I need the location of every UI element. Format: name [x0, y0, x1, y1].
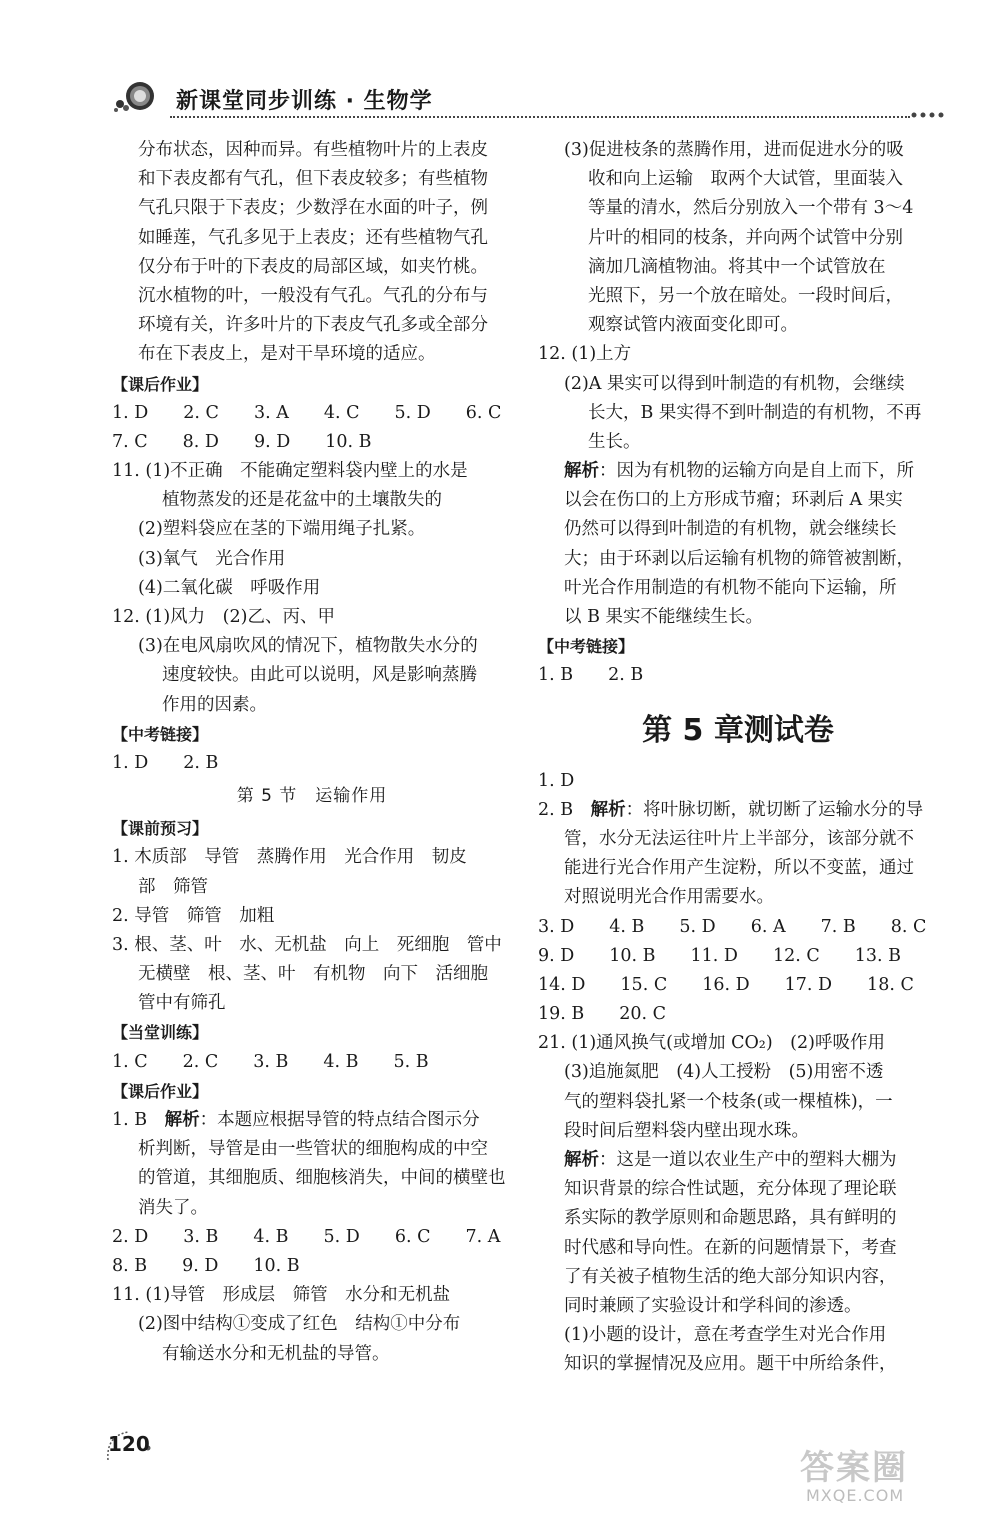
explanation-line: 仍然可以得到叶制造的有机物，就会继续长 [564, 519, 897, 540]
question-line: 等量的清水，然后分别放入一个带有 3～4 [588, 198, 914, 219]
explanation-line: 叶光合作用制造的有机物不能向下运输，所 [564, 577, 897, 598]
header-rule [170, 116, 910, 118]
page-number: 120 [108, 1432, 150, 1456]
text-line: 环境有关，许多叶片的下表皮气孔多或全部分 [138, 315, 488, 336]
explanation-label: 解析 [590, 799, 626, 820]
question-line: 21. (1)通风换气(或增加 CO₂) (2)呼吸作用 [538, 1033, 885, 1054]
text-line: 和下表皮都有气孔，但下表皮较多；有些植物 [138, 169, 488, 190]
question-line: 光照下，另一个放在暗处。一段时间后， [588, 285, 903, 306]
explanation-line: 同时兼顾了实验设计和学科间的渗透。 [564, 1295, 862, 1316]
question-line: 气的塑料袋扎紧一个枝条(或一棵植株)，一 [564, 1091, 893, 1112]
question-line: 植物蒸发的还是花盆中的土壤散失的 [162, 490, 442, 511]
text-line: 仅分布于叶的下表皮的局部区域，如夹竹桃。 [138, 256, 488, 277]
answer-number: 1. B [112, 1110, 165, 1130]
explanation-line [538, 457, 938, 486]
question-line: 12. (1)风力 (2)乙、丙、甲 [112, 607, 335, 627]
question-line: 12. (1)上方 [538, 344, 632, 365]
answer-line: 无横壁 根、茎、叶 有机物 向下 活细胞 [138, 964, 488, 985]
section-heading: 【中考链接】 [112, 724, 209, 744]
question-line: 长大，B 果实得不到叶制造的有机物，不再 [588, 402, 922, 423]
answer-line: 部 筛管 [138, 876, 208, 897]
section-heading: 【课后作业】 [112, 1081, 209, 1101]
watermark-url: MXQE.COM [806, 1486, 905, 1505]
book-title: 新课堂同步训练 · 生物学 [176, 89, 433, 114]
answer-row: 9. D 10. B 11. D 12. C 13. B [538, 945, 902, 966]
answer-line: 3. 根、茎、叶 水、无机盐 向上 死细胞 管中 [112, 934, 502, 955]
question-line: 段时间后塑料袋内壁出现水珠。 [564, 1120, 809, 1141]
question-line: 片叶的相同的枝条，并向两个试管中分别 [588, 227, 903, 248]
question-line: 11. (1)导管 形成层 筛管 水分和无机盐 [112, 1285, 451, 1306]
explanation-text: ：本题应根据导管的特点结合图示分 [199, 1110, 480, 1130]
section-heading: 【中考链接】 [538, 637, 635, 657]
question-line: (3)促进枝条的蒸腾作用，进而促进水分的吸 [564, 140, 904, 160]
section-heading: 【课前预习】 [112, 819, 209, 839]
answer-number: 2. B [538, 799, 591, 820]
page-number-badge [104, 1426, 152, 1466]
explanation-label: 解析 [564, 461, 599, 482]
explanation-line: 以 B 果实不能继续生长。 [564, 607, 763, 627]
explanation-line: 时代感和导向性。在新的问题情景下，考查 [564, 1237, 897, 1258]
explanation-line: 知识的掌握情况及应用。题干中所给条件， [564, 1354, 897, 1375]
explanation-line: 析判断，导管是由一些管状的细胞构成的中空 [138, 1139, 488, 1160]
explanation-line: 的管道，其细胞质、细胞核消失，中间的横壁也 [138, 1168, 506, 1189]
explanation-line: 了有关被子植物生活的绝大部分知识内容， [564, 1266, 897, 1287]
watermark-logo-text: 答案圈 [800, 1448, 908, 1488]
question-line: (3)氧气 光合作用 [138, 548, 286, 569]
text-line: 如睡莲，气孔多见于上表皮；还有些植物气孔 [138, 227, 488, 248]
text-line: 分布状态，因种而异。有些植物叶片的上表皮 [138, 140, 488, 160]
site-watermark [800, 1440, 980, 1510]
explanation-line [112, 1106, 512, 1135]
explanation-line: 知识背景的综合性试题，充分体现了理论联 [564, 1179, 897, 1200]
answer-row: 8. B 9. D 10. B [112, 1255, 300, 1276]
header-dots-ornament [910, 110, 950, 120]
explanation-line: 管，水分无法运往叶片上半部分，该部分就不 [564, 828, 914, 849]
explanation-label: 解析 [164, 1110, 200, 1130]
answer-row: 1. B 2. B [538, 665, 644, 686]
explanation-line: 消失了。 [138, 1197, 208, 1218]
question-line: 生长。 [588, 431, 641, 452]
explanation-line: 能进行光合作用产生淀粉，所以不变蓝，通过 [564, 858, 914, 879]
question-line: (4)二氧化碳 呼吸作用 [138, 577, 321, 598]
left-column [112, 136, 512, 1369]
section-title: 第 5 节 运输作用 [236, 786, 388, 807]
explanation-line: 对照说明光合作用需要水。 [564, 887, 774, 908]
explanation-label: 解析 [564, 1150, 599, 1170]
question-line: (3)追施氮肥 (4)人工授粉 (5)用密不透 [564, 1062, 884, 1083]
answer-row: 1. D 2. C 3. A 4. C 5. D 6. C [112, 402, 502, 423]
book-series-logo-icon [112, 80, 156, 114]
answer-line: 1. 木质部 导管 蒸腾作用 光合作用 韧皮 [112, 847, 467, 868]
explanation-text: ：因为有机物的运输方向是自上而下，所 [599, 461, 914, 482]
explanation-line: 以会在伤口的上方形成节瘤；环剥后 A 果实 [564, 490, 903, 511]
question-line: 收和向上运输 取两个大试管，里面装入 [588, 169, 903, 190]
question-line: 观察试管内液面变化即可。 [588, 315, 798, 336]
answer-line: 2. 导管 筛管 加粗 [112, 905, 275, 926]
question-line: (2)图中结构①变成了红色 结构①中分布 [138, 1314, 461, 1335]
explanation-line: 系实际的教学原则和命题思路，具有鲜明的 [564, 1208, 897, 1229]
text-line: 布在下表皮上，是对干旱环境的适应。 [138, 344, 436, 365]
answer-row: 1. C 2. C 3. B 4. B 5. B [112, 1051, 429, 1072]
right-column [538, 136, 938, 1380]
question-line: 作用的因素。 [162, 694, 267, 715]
text-line: 气孔只限于下表皮；少数浮在水面的叶子，例 [138, 198, 488, 219]
answer-row: 19. B 20. C [538, 1004, 667, 1025]
answer-row: 1. D 2. B [112, 752, 219, 773]
answer-row: 7. C 8. D 9. D 10. B [112, 431, 372, 452]
answer-line: 管中有筛孔 [138, 993, 226, 1014]
explanation-line [538, 796, 938, 825]
explanation-text: ：这是一道以农业生产中的塑料大棚为 [599, 1150, 897, 1170]
answer-row: 2. D 3. B 4. B 5. D 6. C 7. A [112, 1226, 501, 1247]
question-line: 11. (1)不正确 不能确定塑料袋内壁上的水是 [112, 461, 468, 482]
answer-row: 14. D 15. C 16. D 17. D 18. C [538, 974, 914, 995]
explanation-line [538, 1146, 938, 1175]
section-heading: 【课后作业】 [112, 374, 209, 394]
explanation-line: (1)小题的设计，意在考查学生对光合作用 [564, 1325, 887, 1346]
question-line: 有输送水分和无机盐的导管。 [162, 1343, 390, 1364]
answer-row: 3. D 4. B 5. D 6. A 7. B 8. C [538, 916, 927, 937]
explanation-text: ：将叶脉切断，就切断了运输水分的导 [625, 799, 924, 820]
question-line: (2)塑料袋应在茎的下端用绳子扎紧。 [138, 519, 426, 540]
question-line: (3)在电风扇吹风的情况下，植物散失水分的 [138, 636, 478, 657]
section-heading: 【当堂训练】 [112, 1023, 209, 1043]
question-line: 速度较快。由此可以说明，风是影响蒸腾 [162, 665, 477, 686]
question-line: 滴加几滴植物油。将其中一个试管放在 [588, 256, 886, 277]
question-line: (2)A 果实可以得到叶制造的有机物，会继续 [564, 373, 905, 394]
chapter-title: 第 5 章测试卷 [642, 712, 834, 748]
page-header [100, 76, 940, 122]
answer-row: 1. D [538, 770, 575, 791]
text-line: 沉水植物的叶，一般没有气孔。气孔的分布与 [138, 285, 488, 306]
explanation-line: 大；由于环剥以后运输有机物的筛管被割断， [564, 548, 914, 569]
